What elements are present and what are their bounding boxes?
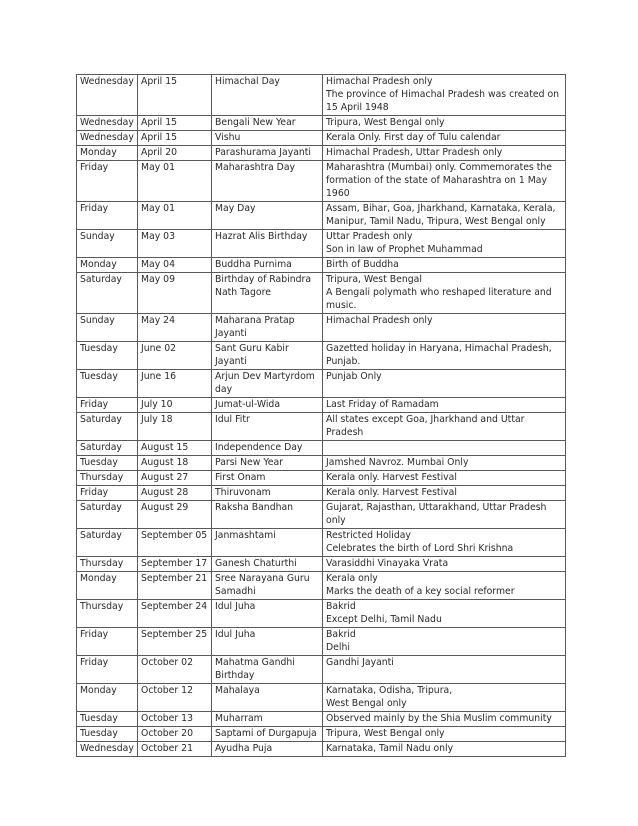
table-row xyxy=(77,727,566,742)
remarks-cell xyxy=(323,501,566,529)
occasion-cell xyxy=(212,471,323,486)
table-row xyxy=(77,557,566,572)
day-cell: Saturday xyxy=(77,441,138,456)
occasion-line: Janmashtami xyxy=(215,530,276,541)
remarks-line: The province of Himachal Pradesh was created on xyxy=(326,89,560,100)
remarks-line: Gazetted holiday in Haryana, Himachal Pradesh, xyxy=(326,343,552,354)
date-cell: October 20 xyxy=(138,727,212,742)
day-cell: Wednesday xyxy=(77,131,138,146)
remarks-line: Karnataka, Tamil Nadu only xyxy=(326,743,454,754)
occasion-line: Hazrat Alis Birthday xyxy=(215,231,308,242)
remarks-cell xyxy=(323,628,566,656)
holiday-table-body xyxy=(77,75,566,757)
remarks-line: Son in law of Prophet Muhammad xyxy=(326,244,483,255)
occasion-cell xyxy=(212,370,323,398)
remarks-line: Himachal Pradesh only xyxy=(326,76,433,87)
occasion-cell xyxy=(212,161,323,202)
remarks-line: Jamshed Navroz. Mumbai Only xyxy=(326,457,469,468)
day-cell: Thursday xyxy=(77,471,138,486)
occasion-line: Idul Juha xyxy=(215,601,256,612)
remarks-cell xyxy=(323,712,566,727)
occasion-cell xyxy=(212,712,323,727)
table-row xyxy=(77,712,566,727)
day-cell: Sunday xyxy=(77,314,138,342)
day-cell: Wednesday xyxy=(77,75,138,116)
table-row xyxy=(77,572,566,600)
table-row xyxy=(77,116,566,131)
remarks-cell xyxy=(323,656,566,684)
occasion-line: Himachal Day xyxy=(215,76,280,87)
occasion-line: Maharashtra Day xyxy=(215,162,296,173)
date-cell: October 02 xyxy=(138,656,212,684)
remarks-line: Punjab. xyxy=(326,356,361,367)
table-row xyxy=(77,413,566,441)
remarks-cell xyxy=(323,413,566,441)
remarks-line: A Bengali polymath who reshaped literature and xyxy=(326,287,552,298)
remarks-cell xyxy=(323,742,566,757)
table-row xyxy=(77,342,566,370)
day-cell: Saturday xyxy=(77,413,138,441)
remarks-cell xyxy=(323,116,566,131)
day-cell: Thursday xyxy=(77,600,138,628)
occasion-line: day xyxy=(215,384,233,395)
day-cell: Saturday xyxy=(77,529,138,557)
occasion-line: Maharana Pratap xyxy=(215,315,295,326)
occasion-line: First Onam xyxy=(215,472,266,483)
occasion-cell xyxy=(212,146,323,161)
remarks-cell xyxy=(323,75,566,116)
remarks-cell xyxy=(323,273,566,314)
occasion-cell xyxy=(212,441,323,456)
occasion-cell xyxy=(212,572,323,600)
occasion-cell xyxy=(212,75,323,116)
remarks-cell xyxy=(323,684,566,712)
date-cell: May 03 xyxy=(138,230,212,258)
remarks-line: Bakrid xyxy=(326,629,356,640)
occasion-cell xyxy=(212,230,323,258)
remarks-cell xyxy=(323,727,566,742)
remarks-line: West Bengal only xyxy=(326,698,407,709)
day-cell: Tuesday xyxy=(77,342,138,370)
occasion-line: Jayanti xyxy=(215,356,247,367)
remarks-cell xyxy=(323,600,566,628)
occasion-cell xyxy=(212,258,323,273)
occasion-line: Saptami of Durgapuja xyxy=(215,728,317,739)
occasion-cell xyxy=(212,314,323,342)
table-row xyxy=(77,501,566,529)
table-row xyxy=(77,471,566,486)
remarks-line: formation of the state of Maharashtra on 1 May xyxy=(326,175,547,186)
remarks-line: Tripura, West Bengal only xyxy=(326,117,445,128)
table-row xyxy=(77,742,566,757)
remarks-line: Marks the death of a key social reformer xyxy=(326,586,515,597)
occasion-cell xyxy=(212,116,323,131)
date-cell: October 13 xyxy=(138,712,212,727)
table-row xyxy=(77,656,566,684)
date-cell: July 18 xyxy=(138,413,212,441)
day-cell: Friday xyxy=(77,486,138,501)
remarks-line: Observed mainly by the Shia Muslim community xyxy=(326,713,552,724)
table-row xyxy=(77,684,566,712)
remarks-line: Varasiddhi Vinayaka Vrata xyxy=(326,558,449,569)
occasion-cell xyxy=(212,684,323,712)
occasion-line: May Day xyxy=(215,203,256,214)
occasion-cell xyxy=(212,501,323,529)
date-cell: August 29 xyxy=(138,501,212,529)
occasion-line: Sree Narayana Guru xyxy=(215,573,310,584)
remarks-line: Karnataka, Odisha, Tripura, xyxy=(326,685,453,696)
remarks-cell xyxy=(323,146,566,161)
occasion-line: Jumat-ul-Wida xyxy=(215,399,281,410)
remarks-line: Assam, Bihar, Goa, Jharkhand, Karnataka, Kerala, xyxy=(326,203,556,214)
date-cell: September 24 xyxy=(138,600,212,628)
occasion-cell xyxy=(212,600,323,628)
date-cell: May 04 xyxy=(138,258,212,273)
table-row xyxy=(77,529,566,557)
remarks-line: Himachal Pradesh, Uttar Pradesh only xyxy=(326,147,503,158)
date-cell: August 15 xyxy=(138,441,212,456)
table-row xyxy=(77,370,566,398)
remarks-line: Restricted Holiday xyxy=(326,530,411,541)
remarks-cell xyxy=(323,398,566,413)
date-cell: July 10 xyxy=(138,398,212,413)
occasion-line: Ganesh Chaturthi xyxy=(215,558,297,569)
occasion-line: Vishu xyxy=(215,132,241,143)
remarks-cell xyxy=(323,486,566,501)
table-row xyxy=(77,258,566,273)
day-cell: Monday xyxy=(77,684,138,712)
occasion-cell xyxy=(212,413,323,441)
occasion-cell xyxy=(212,456,323,471)
occasion-line: Raksha Bandhan xyxy=(215,502,294,513)
remarks-cell xyxy=(323,314,566,342)
occasion-cell xyxy=(212,529,323,557)
date-cell: September 21 xyxy=(138,572,212,600)
day-cell: Friday xyxy=(77,202,138,230)
occasion-line: Idul Juha xyxy=(215,629,256,640)
occasion-line: Arjun Dev Martyrdom xyxy=(215,371,315,382)
occasion-line: Independence Day xyxy=(215,442,303,453)
occasion-cell xyxy=(212,656,323,684)
occasion-line: Parashurama Jayanti xyxy=(215,147,312,158)
table-row xyxy=(77,314,566,342)
table-row xyxy=(77,628,566,656)
remarks-line: music. xyxy=(326,300,357,311)
occasion-line: Nath Tagore xyxy=(215,287,271,298)
day-cell: Monday xyxy=(77,572,138,600)
remarks-line: Gujarat, Rajasthan, Uttarakhand, Uttar Pradesh xyxy=(326,502,547,513)
remarks-cell xyxy=(323,131,566,146)
occasion-cell xyxy=(212,202,323,230)
remarks-line: Maharashtra (Mumbai) only. Commemorates the xyxy=(326,162,552,173)
remarks-line: Celebrates the birth of Lord Shri Krishna xyxy=(326,543,514,554)
remarks-cell xyxy=(323,557,566,572)
table-row xyxy=(77,273,566,314)
day-cell: Tuesday xyxy=(77,727,138,742)
remarks-line: Manipur, Tamil Nadu, Tripura, West Bengal only xyxy=(326,216,546,227)
date-cell: September 05 xyxy=(138,529,212,557)
remarks-line: Punjab Only xyxy=(326,371,382,382)
table-row xyxy=(77,456,566,471)
table-row xyxy=(77,161,566,202)
remarks-line: Kerala only. Harvest Festival xyxy=(326,487,457,498)
table-row xyxy=(77,486,566,501)
remarks-line: Last Friday of Ramadam xyxy=(326,399,439,410)
date-cell: August 18 xyxy=(138,456,212,471)
occasion-cell xyxy=(212,273,323,314)
occasion-cell xyxy=(212,131,323,146)
date-cell: August 28 xyxy=(138,486,212,501)
occasion-line: Idul Fitr xyxy=(215,414,250,425)
remarks-cell xyxy=(323,230,566,258)
holiday-table xyxy=(76,74,566,757)
occasion-line: Buddha Purnima xyxy=(215,259,292,270)
date-cell: May 09 xyxy=(138,273,212,314)
day-cell: Monday xyxy=(77,258,138,273)
day-cell: Friday xyxy=(77,628,138,656)
day-cell: Friday xyxy=(77,656,138,684)
occasion-cell xyxy=(212,398,323,413)
remarks-line: Tripura, West Bengal xyxy=(326,274,422,285)
remarks-cell xyxy=(323,370,566,398)
remarks-cell xyxy=(323,471,566,486)
table-row xyxy=(77,146,566,161)
remarks-line: Kerala only. Harvest Festival xyxy=(326,472,457,483)
occasion-cell xyxy=(212,486,323,501)
occasion-line: Jayanti xyxy=(215,328,247,339)
date-cell: September 25 xyxy=(138,628,212,656)
remarks-cell xyxy=(323,529,566,557)
date-cell: April 20 xyxy=(138,146,212,161)
remarks-line: Birth of Buddha xyxy=(326,259,399,270)
day-cell: Tuesday xyxy=(77,712,138,727)
document-page xyxy=(76,74,566,757)
occasion-cell xyxy=(212,742,323,757)
occasion-line: Samadhi xyxy=(215,586,256,597)
date-cell: May 01 xyxy=(138,161,212,202)
remarks-line: Himachal Pradesh only xyxy=(326,315,433,326)
remarks-cell xyxy=(323,258,566,273)
table-row xyxy=(77,398,566,413)
day-cell: Tuesday xyxy=(77,456,138,471)
table-row xyxy=(77,441,566,456)
remarks-cell xyxy=(323,456,566,471)
occasion-line: Parsi New Year xyxy=(215,457,284,468)
remarks-cell xyxy=(323,202,566,230)
remarks-line: Tripura, West Bengal only xyxy=(326,728,445,739)
day-cell: Monday xyxy=(77,146,138,161)
remarks-line: only xyxy=(326,515,346,526)
date-cell: May 24 xyxy=(138,314,212,342)
table-row xyxy=(77,202,566,230)
day-cell: Saturday xyxy=(77,501,138,529)
date-cell: April 15 xyxy=(138,131,212,146)
date-cell: June 16 xyxy=(138,370,212,398)
occasion-line: Thiruvonam xyxy=(215,487,271,498)
occasion-line: Mahalaya xyxy=(215,685,260,696)
occasion-line: Birthday of Rabindra xyxy=(215,274,312,285)
remarks-line: Except Delhi, Tamil Nadu xyxy=(326,614,442,625)
date-cell: August 27 xyxy=(138,471,212,486)
table-row xyxy=(77,230,566,258)
remarks-line: Pradesh xyxy=(326,427,364,438)
remarks-line: Gandhi Jayanti xyxy=(326,657,394,668)
day-cell: Sunday xyxy=(77,230,138,258)
remarks-cell xyxy=(323,441,566,456)
occasion-line: Mahatma Gandhi xyxy=(215,657,295,668)
date-cell: October 21 xyxy=(138,742,212,757)
date-cell: October 12 xyxy=(138,684,212,712)
remarks-line: 15 April 1948 xyxy=(326,102,389,113)
day-cell: Wednesday xyxy=(77,742,138,757)
remarks-line: Delhi xyxy=(326,642,350,653)
table-row xyxy=(77,75,566,116)
remarks-cell xyxy=(323,342,566,370)
remarks-line: Kerala only xyxy=(326,573,378,584)
remarks-line: Uttar Pradesh only xyxy=(326,231,413,242)
day-cell: Saturday xyxy=(77,273,138,314)
date-cell: May 01 xyxy=(138,202,212,230)
remarks-line: Kerala Only. First day of Tulu calendar xyxy=(326,132,501,143)
occasion-cell xyxy=(212,557,323,572)
remarks-line: All states except Goa, Jharkhand and Uttar xyxy=(326,414,525,425)
day-cell: Friday xyxy=(77,161,138,202)
day-cell: Wednesday xyxy=(77,116,138,131)
day-cell: Tuesday xyxy=(77,370,138,398)
occasion-line: Birthday xyxy=(215,670,255,681)
table-row xyxy=(77,600,566,628)
day-cell: Friday xyxy=(77,398,138,413)
occasion-cell xyxy=(212,727,323,742)
occasion-line: Sant Guru Kabir xyxy=(215,343,289,354)
remarks-cell xyxy=(323,572,566,600)
table-row xyxy=(77,131,566,146)
occasion-line: Muharram xyxy=(215,713,263,724)
date-cell: April 15 xyxy=(138,75,212,116)
remarks-line: 1960 xyxy=(326,188,350,199)
remarks-line: Bakrid xyxy=(326,601,356,612)
date-cell: September 17 xyxy=(138,557,212,572)
occasion-cell xyxy=(212,342,323,370)
date-cell: April 15 xyxy=(138,116,212,131)
date-cell: June 02 xyxy=(138,342,212,370)
occasion-line: Ayudha Puja xyxy=(215,743,273,754)
occasion-line: Bengali New Year xyxy=(215,117,296,128)
remarks-cell xyxy=(323,161,566,202)
occasion-cell xyxy=(212,628,323,656)
day-cell: Thursday xyxy=(77,557,138,572)
